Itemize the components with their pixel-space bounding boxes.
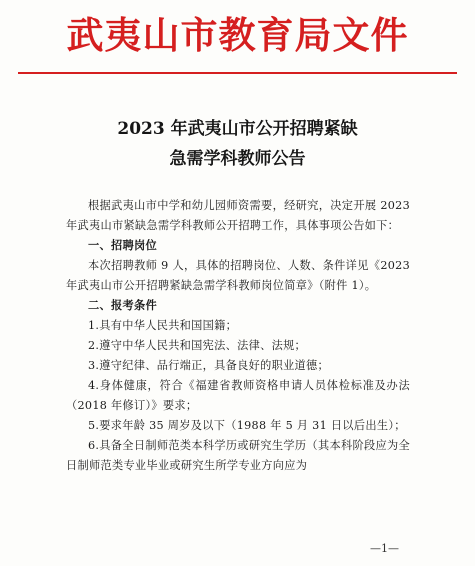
- document-body: [66, 196, 410, 476]
- requirement-item: 6.具备全日制师范类本科学历或研究生学历（其本科阶段应为全日制师范类专业毕业或研究生所学专业方向应为: [66, 439, 410, 472]
- title-line-2: 急需学科教师公告: [169, 149, 306, 169]
- requirement-item: 1.具有中华人民共和国国籍；: [88, 319, 238, 332]
- section-heading-positions: 一、招聘岗位: [88, 239, 157, 252]
- document-masthead: 武夷山市教育局文件: [66, 14, 409, 57]
- requirement-item: 2.遵守中华人民共和国宪法、法律、法规；: [88, 339, 307, 352]
- requirement-item: 4.身体健康，符合《福建省教师资格申请人员体检标准及办法（2018 年修订）》要求；: [66, 379, 410, 412]
- page-number: —1—: [370, 542, 399, 555]
- document-title: [0, 114, 475, 174]
- requirement-item: 3.遵守纪律、品行端正，具备良好的职业道德；: [88, 359, 330, 372]
- title-line-1: 2023 年武夷山市公开招聘紧缺: [117, 119, 358, 139]
- requirement-item: 5.要求年龄 35 周岁及以下（1988 年 5 月 31 日以后出生）；: [88, 419, 406, 432]
- intro-paragraph: 根据武夷山市中学和幼儿园师资需要，经研究，决定开展 2023 年武夷山市紧缺急需学科教师公开招聘工作，具体事项公告如下：: [66, 199, 410, 232]
- positions-paragraph: 本次招聘教师 9 人，具体的招聘岗位、人数、条件详见《2023 年武夷山市公开招聘紧缺急需学科教师岗位简章》（附件 1）。: [66, 259, 410, 292]
- masthead-red-rule: [18, 72, 457, 74]
- section-heading-requirements: 二、报考条件: [88, 299, 157, 312]
